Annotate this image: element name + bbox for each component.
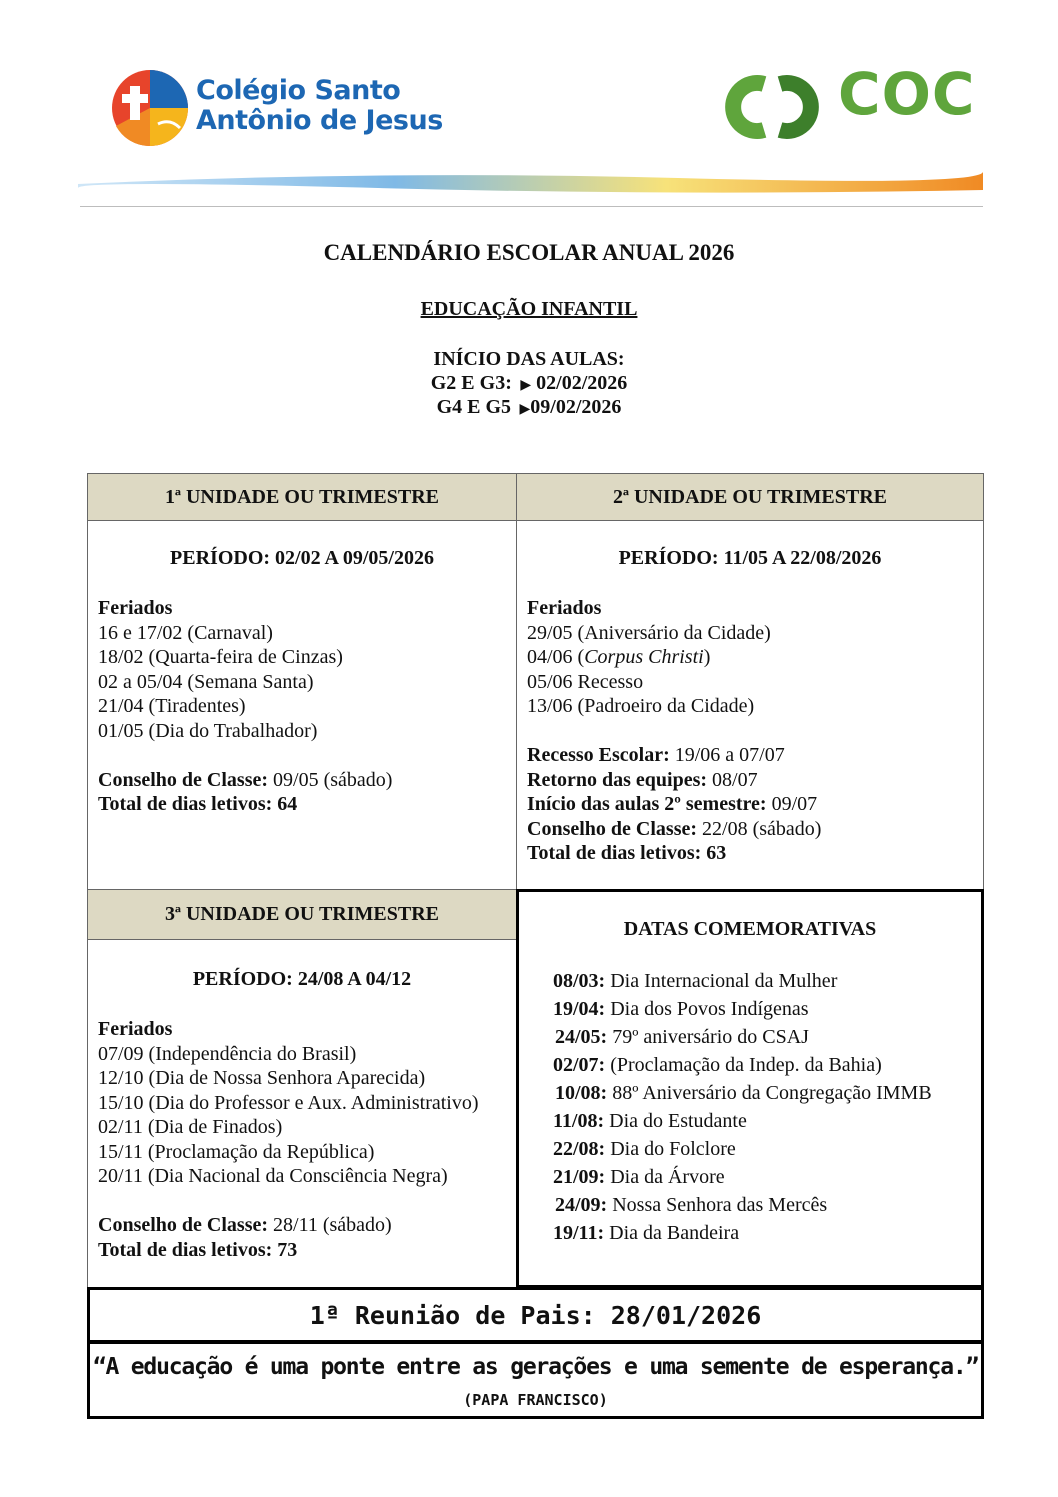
unit3-header: 3ª UNIDADE OU TRIMESTRE	[87, 889, 517, 940]
coc-logo-text: COC	[838, 60, 976, 128]
council-line: Conselho de Classe: 22/08 (sábado)	[527, 817, 822, 840]
holiday-item: 21/04 (Tiradentes)	[98, 695, 246, 717]
commemorative-item: 21/09: Dia da Árvore	[553, 1166, 725, 1188]
commemorative-item: 11/08: Dia do Estudante	[553, 1110, 747, 1132]
commemorative-item: 02/07: (Proclamação da Indep. da Bahia)	[553, 1054, 882, 1076]
commemorative-dates-box	[516, 889, 984, 1287]
holidays-title: Feriados	[98, 1018, 173, 1040]
holiday-item: 13/06 (Padroeiro da Cidade)	[527, 695, 755, 717]
school-logo-icon	[110, 68, 190, 148]
document-title: CALENDÁRIO ESCOLAR ANUAL 2026	[323, 240, 735, 265]
commemorative-item: 08/03: Dia Internacional da Mulher	[553, 970, 838, 992]
holiday-item: 18/02 (Quarta-feira de Cinzas)	[98, 646, 343, 668]
commemorative-title: DATAS COMEMORATIVAS	[623, 918, 877, 940]
holidays-title: Feriados	[527, 597, 602, 619]
total-days: Total de dias letivos: 73	[98, 1238, 298, 1261]
holiday-item: 02/11 (Dia de Finados)	[98, 1116, 283, 1138]
unit2-cell	[516, 520, 984, 890]
holiday-item: 12/10 (Dia de Nossa Senhora Aparecida)	[98, 1067, 426, 1089]
quote-author: (PAPA FRANCISCO)	[463, 1391, 608, 1409]
start-heading: INÍCIO DAS AULAS:	[433, 348, 625, 370]
recess-line: Recesso Escolar: 19/06 a 07/07	[527, 744, 785, 766]
document-subtitle: EDUCAÇÃO INFANTIL	[420, 298, 638, 320]
council-line: Conselho de Classe: 28/11 (sábado)	[98, 1214, 392, 1236]
unit2-header: 2ª UNIDADE OU TRIMESTRE	[516, 473, 984, 521]
unit3-list	[98, 1017, 479, 1262]
triangle-right-icon: ▶	[516, 402, 531, 417]
holiday-item: 29/05 (Aniversário da Cidade)	[527, 621, 771, 644]
start-date: 02/02/2026	[536, 372, 628, 394]
triangle-right-icon: ▶	[516, 378, 532, 393]
calendar-table	[87, 473, 984, 1419]
holiday-item: 20/11 (Dia Nacional da Consciência Negra)	[98, 1165, 448, 1187]
unit3-cell	[87, 939, 517, 1288]
coc-symbol-icon	[720, 70, 830, 144]
commemorative-item: 24/05: 79º aniversário do CSAJ	[555, 1026, 809, 1048]
start-label: G2 E G3:	[430, 372, 512, 394]
unit2-list	[527, 596, 821, 866]
unit1-header: 1ª UNIDADE OU TRIMESTRE	[87, 473, 517, 521]
unit1-list	[98, 596, 392, 817]
holiday-item: 05/06 Recesso	[527, 670, 644, 693]
decorative-swoosh	[78, 166, 983, 196]
start-line-g4-g5	[0, 395, 1058, 422]
holiday-item: 01/05 (Dia do Trabalhador)	[98, 719, 318, 742]
page-header	[0, 0, 1058, 215]
start-line-g2-g3	[0, 371, 1058, 398]
quote-box	[87, 1341, 984, 1419]
holiday-item: 15/11 (Proclamação da República)	[98, 1140, 375, 1163]
holiday-item: 04/06 (Corpus Christi)	[527, 646, 711, 668]
holiday-item: 15/10 (Dia do Professor e Aux. Administrativo)	[98, 1091, 479, 1114]
parents-meeting-banner: 1ª Reunião de Pais: 28/01/2026	[87, 1287, 984, 1343]
holidays-title: Feriados	[98, 597, 173, 619]
header-divider	[80, 206, 983, 207]
commemorative-item: 19/04: Dia dos Povos Indígenas	[553, 998, 809, 1020]
holiday-item: 16 e 17/02 (Carnaval)	[98, 621, 273, 644]
commemorative-item: 22/08: Dia do Folclore	[553, 1138, 736, 1160]
start-label: G4 E G5	[436, 396, 512, 418]
unit2-period: PERÍODO: 11/05 A 22/08/2026	[618, 547, 882, 569]
commemorative-item: 24/09: Nossa Senhora das Mercês	[555, 1194, 828, 1216]
total-days: Total de dias letivos: 63	[527, 842, 727, 864]
quote-text: “A educação é uma ponte entre as gerações e uma semente de esperança.”	[92, 1354, 979, 1380]
commemorative-item: 19/11: Dia da Bandeira	[553, 1222, 740, 1244]
return-line: Retorno das equipes: 08/07	[527, 768, 758, 791]
start-date: 09/02/2026	[530, 396, 622, 418]
holiday-item: 02 a 05/04 (Semana Santa)	[98, 670, 314, 693]
school-name: Colégio Santo Antônio de Jesus	[196, 75, 443, 136]
unit1-cell	[87, 520, 517, 890]
holiday-item: 07/09 (Independência do Brasil)	[98, 1042, 357, 1065]
semester-start-line: Início das aulas 2º semestre: 09/07	[527, 793, 818, 815]
unit1-period: PERÍODO: 02/02 A 09/05/2026	[170, 547, 434, 569]
commemorative-list	[553, 967, 932, 1247]
council-line: Conselho de Classe: 09/05 (sábado)	[98, 768, 393, 791]
total-days: Total de dias letivos: 64	[98, 793, 298, 815]
commemorative-item: 10/08: 88º Aniversário da Congregação IMMB	[555, 1082, 932, 1104]
unit3-period: PERÍODO: 24/08 A 04/12	[192, 968, 412, 990]
